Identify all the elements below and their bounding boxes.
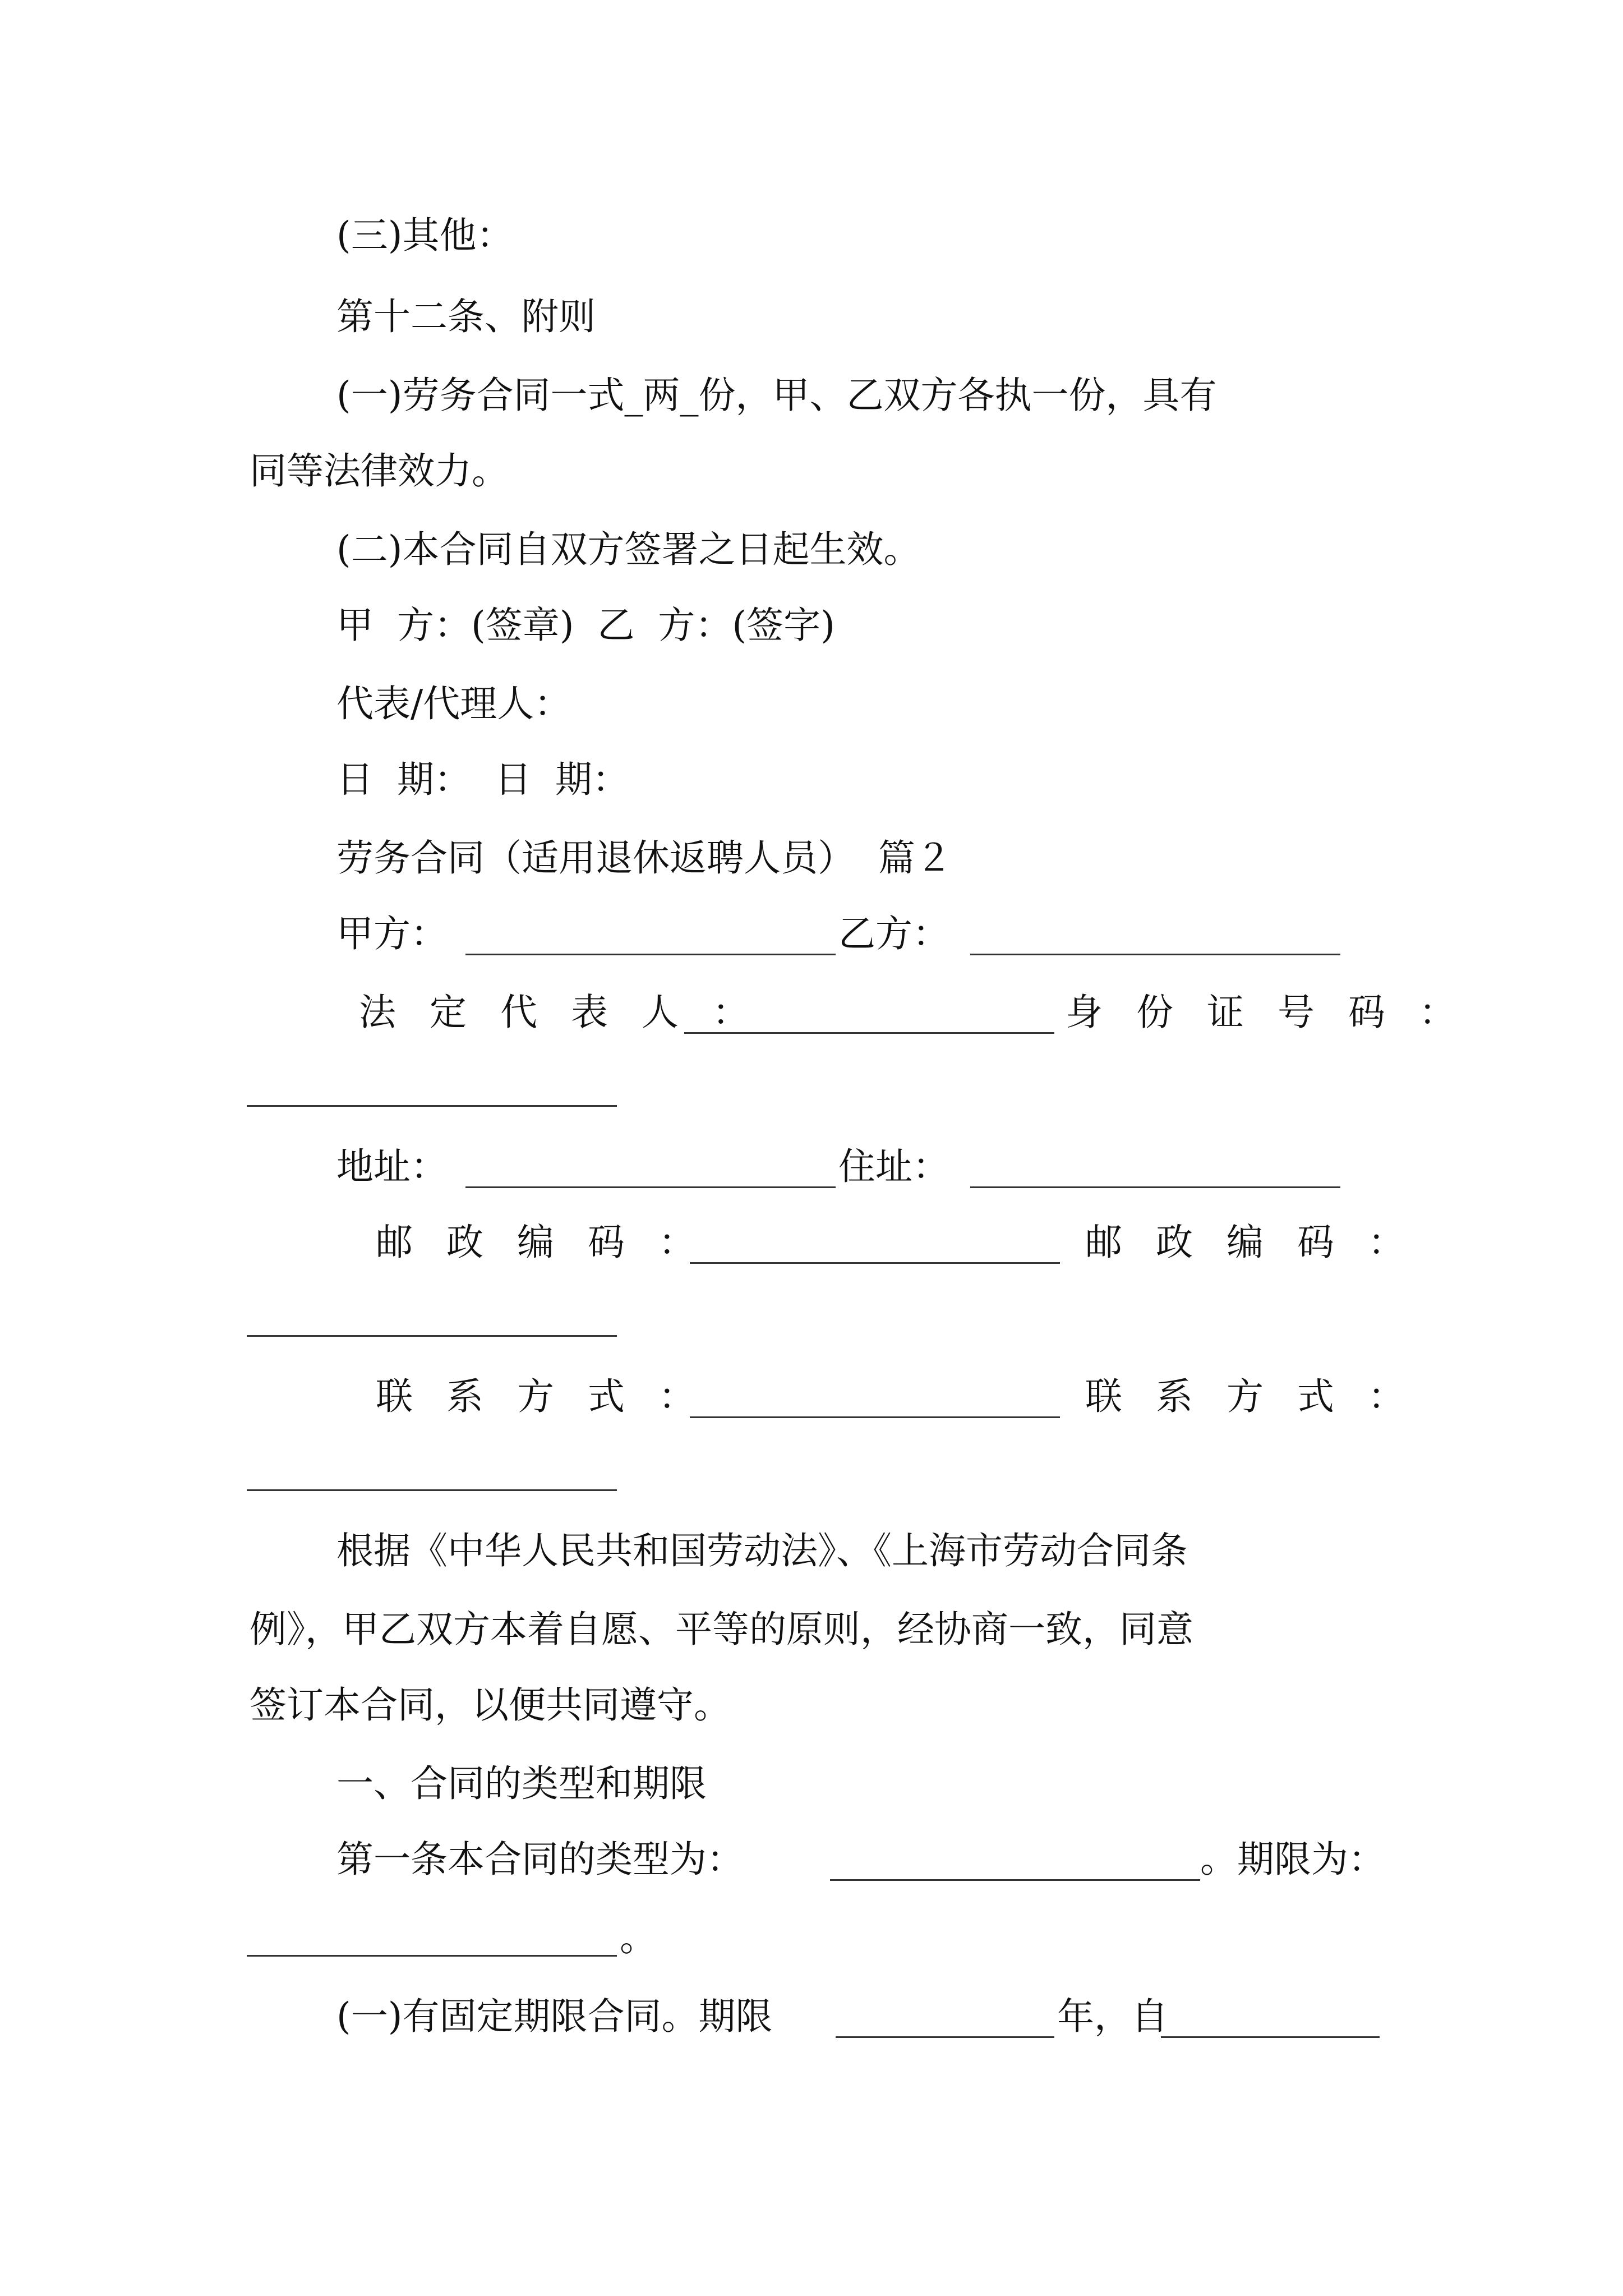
fixed-term-years-blank[interactable]	[836, 2036, 1054, 2038]
article-12-heading: 第十二条、附则	[336, 295, 596, 338]
contract-2-title: 劳务合同（适用退休返聘人员） 篇２	[336, 836, 952, 880]
contact-a-blank[interactable]	[690, 1416, 1060, 1418]
postcode-b-label: 邮政编码：	[1085, 1221, 1438, 1264]
address-a-label: 地址：	[336, 1145, 448, 1188]
party-a-label: 甲方：	[336, 912, 448, 955]
signature-parties: 甲 方：(签章) 乙 方：(签字)	[336, 604, 835, 647]
party-b-blank[interactable]	[970, 954, 1340, 955]
legal-rep-blank[interactable]	[684, 1032, 1054, 1034]
fixed-term-from-label: 年，自	[1057, 1995, 1168, 2038]
preamble-line-2: 例》，甲乙双方本着自愿、平等的原则，经协商一致，同意	[250, 1608, 1193, 1651]
party-a-blank[interactable]	[465, 954, 836, 955]
contract-type-blank[interactable]	[830, 1879, 1200, 1881]
article-1-label: 第一条本合同的类型为：	[336, 1838, 744, 1881]
fixed-term-start-blank[interactable]	[1161, 2036, 1380, 2038]
fixed-term-label: (一)有固定期限合同。期限	[336, 1995, 773, 2038]
address-a-blank[interactable]	[465, 1186, 836, 1188]
postcode-b-blank[interactable]	[247, 1335, 617, 1337]
clause-copies: (一)劳务合同一式_两_份，甲、乙双方各执一份，具有	[336, 374, 1217, 417]
party-b-label: 乙方：	[838, 912, 949, 955]
section-other: (三)其他：	[336, 214, 514, 257]
contact-b-label: 联系方式：	[1085, 1375, 1438, 1418]
id-number-blank[interactable]	[247, 1105, 617, 1107]
id-number-label: 身份证号码：	[1066, 991, 1490, 1034]
preamble-line-3: 签订本合同，以便共同遵守。	[250, 1683, 731, 1727]
term-label: 。期限为：	[1200, 1838, 1385, 1881]
clause-copies-cont: 同等法律效力。	[250, 449, 509, 493]
clause-effective: (二)本合同自双方签署之日起生效。	[336, 528, 921, 571]
postcode-a-label: 邮政编码：	[376, 1221, 729, 1264]
contact-b-blank[interactable]	[247, 1489, 617, 1491]
preamble-line-1: 根据《中华人民共和国劳动法》、《上海市劳动合同条	[336, 1529, 1188, 1572]
address-b-label: 住址：	[838, 1145, 949, 1188]
term-period: 。	[620, 1916, 657, 1959]
section-1-heading: 一、合同的类型和期限	[336, 1762, 707, 1805]
term-blank[interactable]	[247, 1955, 617, 1957]
contact-a-label: 联系方式：	[376, 1375, 729, 1418]
address-b-blank[interactable]	[970, 1186, 1340, 1188]
representative-line: 代表/代理人：	[336, 682, 571, 725]
legal-rep-label: 法定代表人：	[359, 991, 783, 1034]
date-line: 日 期： 日 期：	[336, 758, 629, 801]
postcode-a-blank[interactable]	[690, 1262, 1060, 1264]
